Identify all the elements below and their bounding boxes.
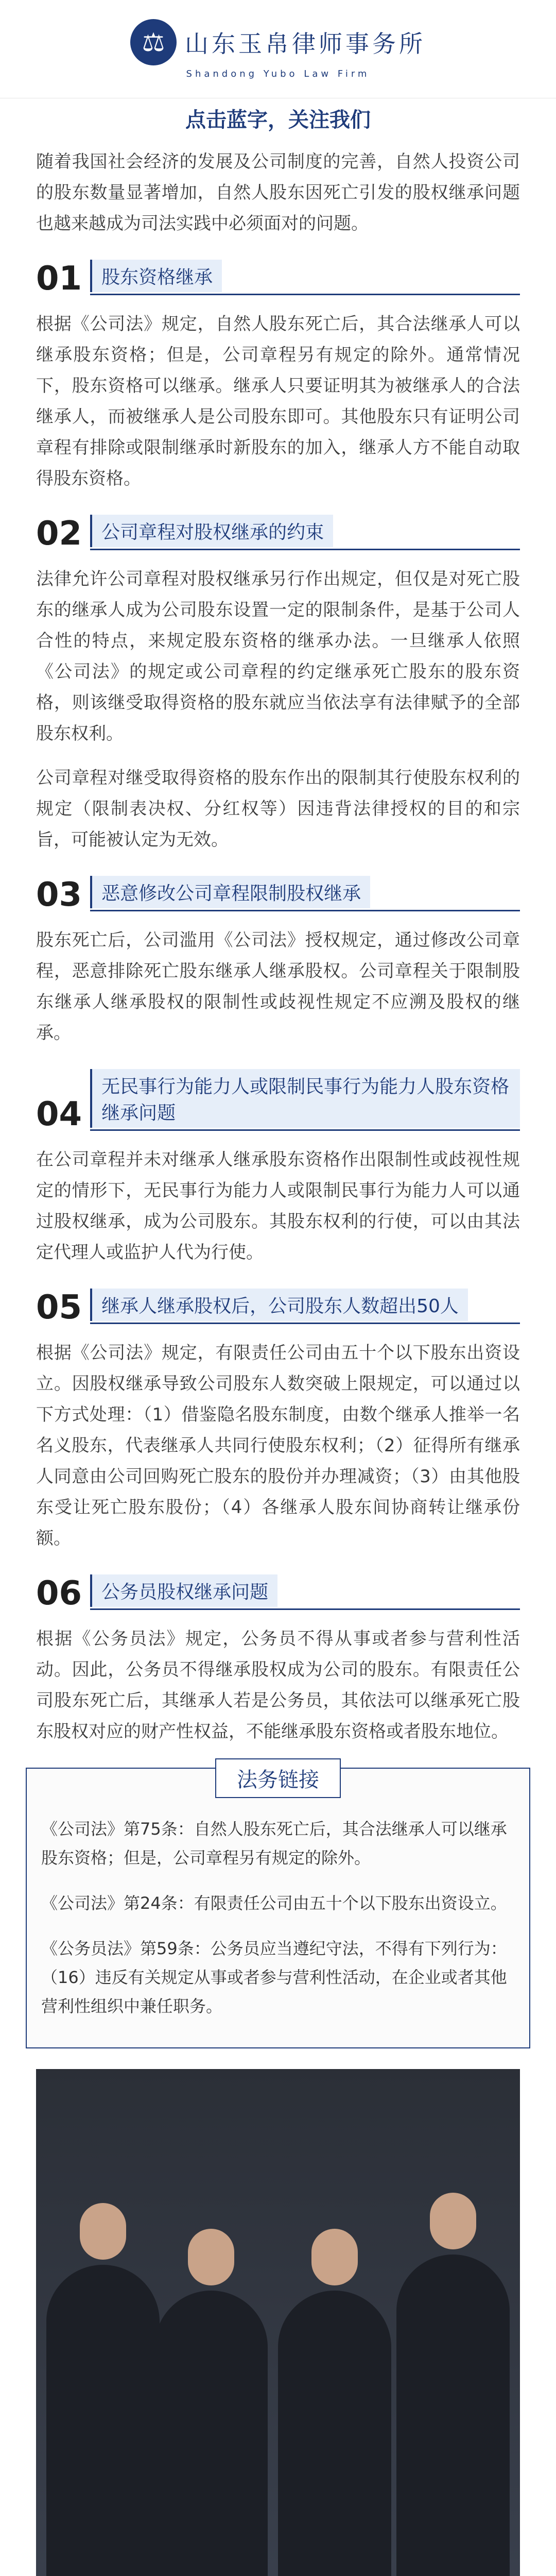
section-title-wrap <box>90 260 520 295</box>
law-box-title: 法务链接 <box>215 1758 341 1798</box>
section-number: 05 <box>36 1289 82 1327</box>
lawyer-head <box>80 2203 126 2260</box>
section-05-heading <box>36 1289 520 1327</box>
section-02-paragraph-1: 法律允许公司章程对股权继承另行作出规定，但仅是对死亡股东的继承人成为公司股东设置一定的限制条件，是基于公司人合性的特点，来规定股东资格的继承办法。一旦继承人依照《公司法》的规定或公司章程的约定继承死亡股东的股东资格，则该继受取得资格的股东就应当依法享有法律赋予的全部股东权利。 <box>36 569 520 744</box>
logo-row <box>130 19 426 65</box>
section-title-wrap <box>90 1574 520 1610</box>
section-title: 继承人继承股权后，公司股东人数超出50人 <box>90 1289 468 1321</box>
section-03-paragraph: 股东死亡后，公司滥用《公司法》授权规定，通过修改公司章程，恶意排除死亡股东继承人继承股权。公司章程关于限制股东继承人继承股权的限制性或歧视性规定不应溯及股权的继承。 <box>36 930 520 1043</box>
section-underline <box>90 549 520 550</box>
lawyer-figure <box>278 2291 391 2576</box>
section-number: 06 <box>36 1574 82 1613</box>
section-number: 04 <box>36 1095 82 1133</box>
lawyer-figure <box>46 2265 160 2576</box>
section-title: 公司章程对股权继承的约束 <box>90 515 333 547</box>
section-03-heading <box>36 876 520 914</box>
section-02-heading <box>36 515 520 553</box>
section-06-heading <box>36 1574 520 1613</box>
section-title: 无民事行为能力人或限制民事行为能力人股东资格继承问题 <box>90 1069 520 1128</box>
section-01-heading <box>36 260 520 298</box>
section-title-wrap <box>90 1289 520 1324</box>
section-underline <box>90 294 520 295</box>
section-01-paragraph: 根据《公司法》规定，自然人股东死亡后，其合法继承人可以继承股东资格；但是，公司章程另有规定的除外。通常情况下，股东资格可以继承。继承人只要证明其为被继承人的合法继承人，而被继承人是公司股东即可。其他股东只有证明公司章程有排除或限制继承时新股东的加入，继承人方不能自动取得股东资格。 <box>36 314 520 489</box>
law-item: 《公司法》第75条：自然人股东死亡后，其合法继承人可以继承股东资格；但是，公司章程另有规定的除外。 <box>41 1819 507 1868</box>
section-underline <box>90 1608 520 1610</box>
section-04-paragraph: 在公司章程并未对继承人继承股东资格作出限制性或歧视性规定的情形下，无民事行为能力人或限制民事行为能力人可以通过股权继承，成为公司股东。其股东权利的行使，可以由其法定代理人或监护人代为行使。 <box>36 1149 520 1263</box>
firm-logo-icon: ⚖ <box>130 19 177 65</box>
section-number: 01 <box>36 260 82 298</box>
intro-paragraph: 随着我国社会经济的发展及公司制度的完善，自然人投资公司的股东数量显著增加，自然人股东因死亡引发的股权继承问题也越来越成为司法实践中必须面对的问题。 <box>36 151 520 234</box>
law-link-box <box>26 1768 530 2048</box>
section-number: 02 <box>36 515 82 553</box>
section-number: 03 <box>36 876 82 914</box>
article-content <box>0 146 556 1747</box>
section-title-wrap <box>90 515 520 550</box>
section-04-heading <box>36 1069 520 1131</box>
section-title-wrap <box>90 1069 520 1131</box>
section-underline <box>90 1129 520 1131</box>
section-title-wrap <box>90 876 520 911</box>
section-title: 恶意修改公司章程限制股权继承 <box>90 876 370 908</box>
section-02-paragraph-2: 公司章程对继受取得资格的股东作出的限制其行使股东权利的规定（限制表决权、分红权等）因违背法律授权的目的和宗旨，可能被认定为无效。 <box>36 768 520 850</box>
lawyer-head <box>188 2229 234 2285</box>
lawyer-figure <box>396 2255 510 2576</box>
lawyer-head <box>311 2229 358 2285</box>
logo-subtitle: Shandong Yubo Law Firm <box>186 68 370 79</box>
header <box>0 0 556 98</box>
section-06-paragraph: 根据《公务员法》规定，公务员不得从事或者参与营利性活动。因此，公务员不得继承股权成为公司的股东。有限责任公司股东死亡后，其继承人若是公务员，其依法可以继承死亡股东股权对应的财产性权益，不能继承股东资格或者股东地位。 <box>36 1629 520 1742</box>
section-05-paragraph: 根据《公司法》规定，有限责任公司由五十个以下股东出资设立。因股权继承导致公司股东人数突破上限规定，可以通过以下方式处理：（1）借鉴隐名股东制度，由数个继承人推举一名名义股东，代表继承人共同行使股东权利；（2）征得所有继承人同意由公司回购死亡股东的股份并办理减资；（3）由其他股东受让死亡股东股份；（4）各继承人股东间协商转让继承份额。 <box>36 1343 520 1549</box>
section-underline <box>90 910 520 911</box>
logo-text: 山东玉帛律师事务所 <box>185 29 426 58</box>
follow-cta[interactable]: 点击蓝字，关注我们 <box>185 108 371 132</box>
law-item: 《公务员法》第59条：公务员应当遵纪守法，不得有下列行为：（16）违反有关规定从事或者参与营利性活动，在企业或者其他营利性组织中兼任职务。 <box>41 1939 507 2016</box>
lawyer-head <box>430 2193 476 2249</box>
section-title: 股东资格继承 <box>90 260 222 292</box>
lawyer-figure <box>154 2291 268 2576</box>
section-title: 公务员股权继承问题 <box>90 1574 277 1607</box>
section-underline <box>90 1323 520 1324</box>
lawyer-team-photo <box>36 2069 520 2576</box>
law-item: 《公司法》第24条：有限责任公司由五十个以下股东出资设立。 <box>41 1893 507 1913</box>
